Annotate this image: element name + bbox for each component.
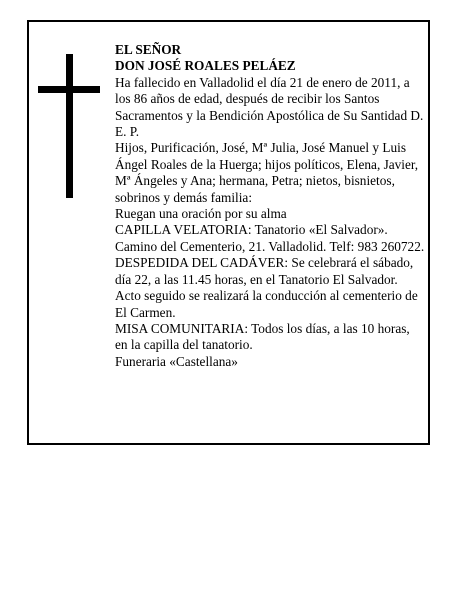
deceased-name: DON JOSÉ ROALES PELÁEZ — [115, 58, 296, 74]
obituary-notice — [27, 20, 430, 445]
death-announcement: Ha fallecido en Valladolid el día 21 de enero de 2011, a los 86 años de edad, después de recibir los Santos Sacramentos y la Bendición Apostólica de Su Santidad D. E. P. — [115, 74, 424, 140]
cross-horizontal-bar — [38, 86, 100, 93]
mass-info: MISA COMUNITARIA: Todos los días, a las 10 horas, en la capilla del tanatorio. — [115, 320, 410, 353]
family-list: Hijos, Purificación, José, Mª Julia, José Manuel y Luis Ángel Roales de la Huerga; hijos políticos, Elena, Javier, Mª Ángeles y Ana; hermana, Petra; nietos, bisnietos, sobrinos y demás familia: — [115, 140, 419, 205]
farewell-info: DESPEDIDA DEL CADÁVER: Se celebrará el sábado, día 22, a las 11.45 horas, en el Tanatorio El Salvador. Acto seguido se realizará la conducción al cementerio de El Carmen. — [115, 255, 418, 320]
prayer-request: Ruegan una oración por su alma — [115, 206, 287, 222]
funeral-home: Funeraria «Castellana» — [115, 353, 238, 369]
obituary-text — [115, 42, 425, 370]
cross-vertical-bar — [66, 54, 73, 198]
wake-chapel-info: CAPILLA VELATORIA: Tanatorio «El Salvador». Camino del Cementerio, 21. Valladolid. Telf: 983 260722. — [115, 222, 425, 254]
heading-title: EL SEÑOR — [115, 42, 182, 57]
